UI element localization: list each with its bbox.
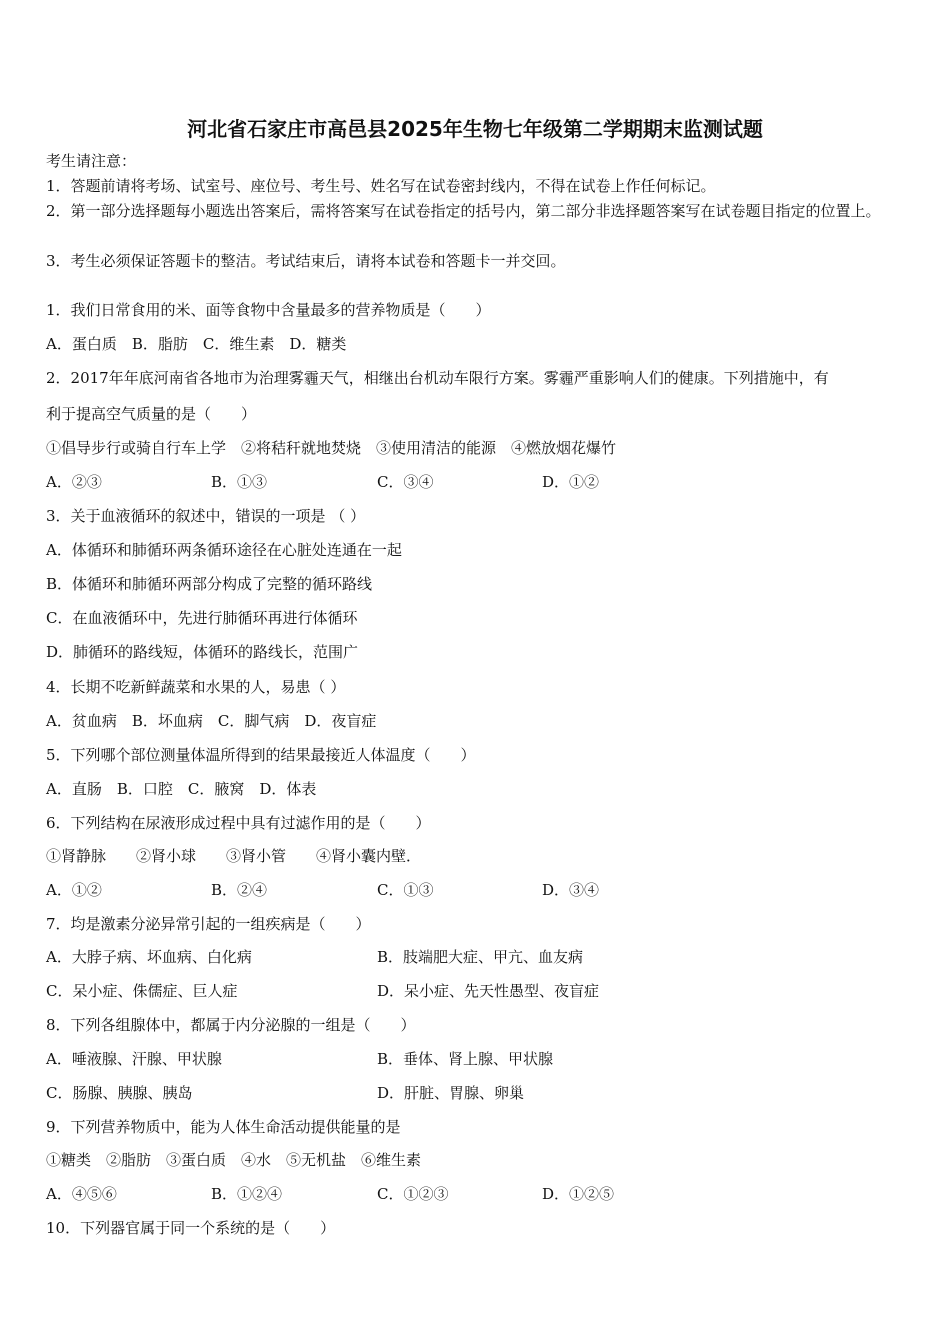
question-2-option-d: D．①②	[542, 473, 600, 491]
question-9-option-a: A．④⑤⑥	[46, 1185, 117, 1203]
question-3-option-a: A．体循环和肺循环两条循环途径在心脏处连通在一起	[46, 541, 402, 559]
question-6-items: ①肾静脉 ②肾小球 ③肾小管 ④肾小囊内壁．	[46, 847, 422, 865]
question-9-option-c: C．①②③	[377, 1185, 449, 1203]
question-1-stem: 1．我们日常食用的米、面等食物中含量最多的营养物质是（ ）	[46, 301, 491, 319]
question-4-options: A．贫血病 B．坏血病 C．脚气病 D．夜盲症	[46, 712, 377, 730]
question-3-option-c: C．在血液循环中，先进行肺循环再进行体循环	[46, 609, 358, 627]
question-8-option-c: C．肠腺、胰腺、胰岛	[46, 1084, 193, 1102]
question-10-stem: 10．下列器官属于同一个系统的是（ ）	[46, 1219, 336, 1237]
question-5-options: A．直肠 B．口腔 C．腋窝 D．体表	[46, 780, 317, 798]
question-7-option-c: C．呆小症、侏儒症、巨人症	[46, 982, 238, 1000]
question-2-option-c: C．③④	[377, 473, 434, 491]
question-8-option-d: D．肝脏、胃腺、卵巢	[377, 1084, 525, 1102]
question-3-stem: 3．关于血液循环的叙述中，错误的一项是 （ ）	[46, 507, 366, 525]
question-1-options: A．蛋白质 B．脂肪 C．维生素 D．糖类	[46, 335, 347, 353]
notice-heading: 考生请注意：	[46, 152, 137, 170]
question-7-option-d: D．呆小症、先天性愚型、夜盲症	[377, 982, 600, 1000]
question-9-stem: 9．下列营养物质中，能为人体生命活动提供能量的是	[46, 1118, 401, 1136]
question-5-stem: 5．下列哪个部位测量体温所得到的结果最接近人体温度（ ）	[46, 746, 476, 764]
question-2-items: ①倡导步行或骑自行车上学 ②将秸秆就地焚烧 ③使用清洁的能源 ④燃放烟花爆竹	[46, 439, 617, 457]
question-6-option-c: C．①③	[377, 881, 434, 899]
question-2-option-b: B．①③	[211, 473, 268, 491]
question-9-option-d: D．①②⑤	[542, 1185, 615, 1203]
question-9-option-b: B．①②④	[211, 1185, 283, 1203]
question-2-stem-continued: 利于提高空气质量的是（ ）	[46, 405, 257, 423]
question-6-stem: 6．下列结构在尿液形成过程中具有过滤作用的是（ ）	[46, 814, 431, 832]
question-7-option-b: B．肢端肥大症、甲亢、血友病	[377, 948, 584, 966]
question-6-option-a: A．①②	[46, 881, 102, 899]
question-3-option-d: D．肺循环的路线短，体循环的路线长，范围广	[46, 643, 359, 661]
question-7-option-a: A．大脖子病、坏血病、白化病	[46, 948, 252, 966]
question-4-stem: 4．长期不吃新鲜蔬菜和水果的人，易患（ ）	[46, 678, 346, 696]
question-8-option-b: B．垂体、肾上腺、甲状腺	[377, 1050, 554, 1068]
question-9-items: ①糖类 ②脂肪 ③蛋白质 ④水 ⑤无机盐 ⑥维生素	[46, 1151, 422, 1169]
page-title: 河北省石家庄市高邑县2025年生物七年级第二学期期末监测试题	[187, 117, 763, 141]
notice-item: 2．第一部分选择题每小题选出答案后，需将答案写在试卷指定的括号内，第二部分非选择题答案写在试卷题目指定的位置上。	[46, 202, 881, 220]
notice-item: 3．考生必须保证答题卡的整洁。考试结束后，请将本试卷和答题卡一并交回。	[46, 252, 566, 270]
notice-item: 1．答题前请将考场、试室号、座位号、考生号、姓名写在试卷密封线内，不得在试卷上作任何标记。	[46, 177, 716, 195]
question-8-stem: 8．下列各组腺体中，都属于内分泌腺的一组是（ ）	[46, 1016, 416, 1034]
question-2-stem: 2．2017年年底河南省各地市为治理雾霾天气，相继出台机动车限行方案。雾霾严重影响人们的健康。下列措施中，有	[46, 369, 829, 387]
question-3-option-b: B．体循环和肺循环两部分构成了完整的循环路线	[46, 575, 373, 593]
question-8-option-a: A．唾液腺、汗腺、甲状腺	[46, 1050, 222, 1068]
question-7-stem: 7．均是激素分泌异常引起的一组疾病是（ ）	[46, 915, 371, 933]
question-2-option-a: A．②③	[46, 473, 102, 491]
question-6-option-d: D．③④	[542, 881, 600, 899]
question-6-option-b: B．②④	[211, 881, 268, 899]
